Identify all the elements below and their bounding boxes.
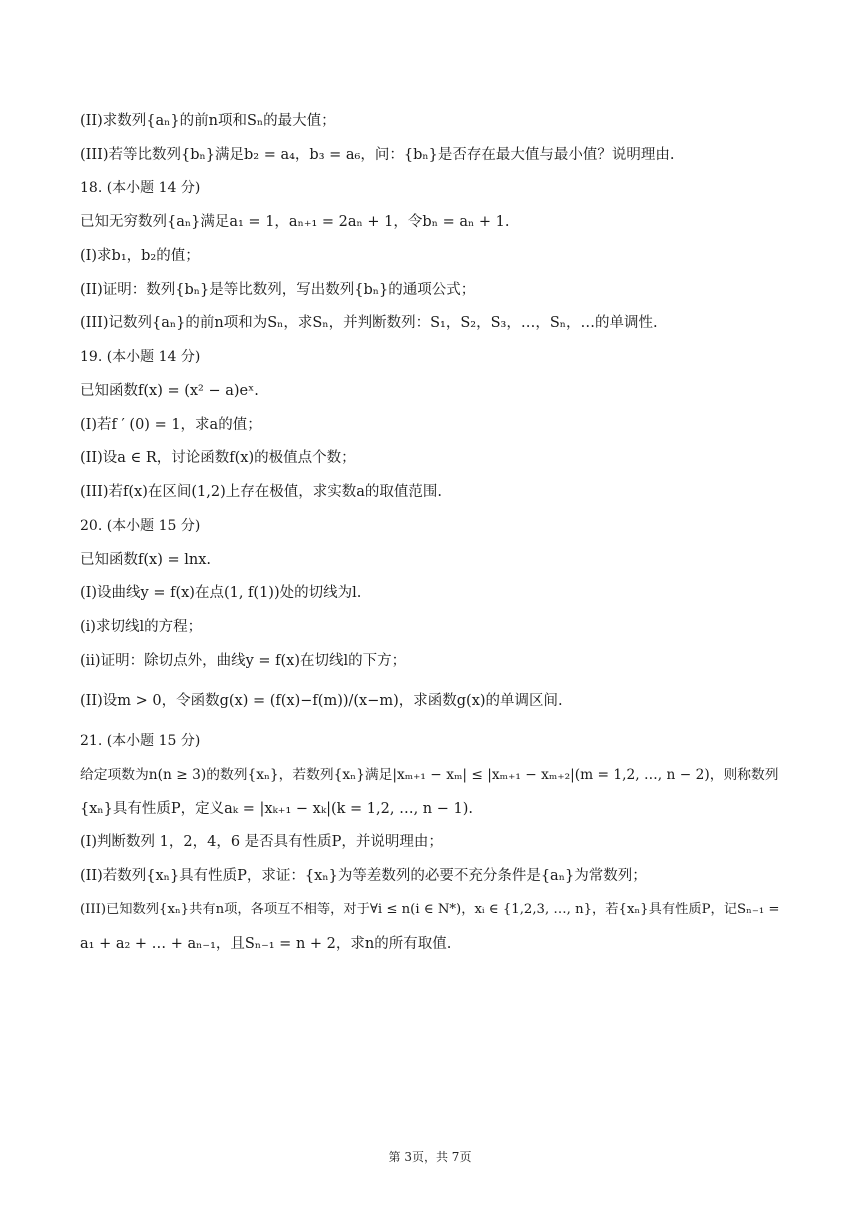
q19-part2: (II)设a ∈ R，讨论函数f(x)的极值点个数； xyxy=(80,450,356,466)
q20-part1-i: (i)求切线l的方程； xyxy=(80,619,203,635)
q18-part3: (III)记数列{aₙ}的前n项和为Sₙ，求Sₙ，并判断数列：S₁，S₂，S₃，…，Sₙ，…的单调性. xyxy=(80,315,658,331)
q19-part3: (III)若f(x)在区间(1,2)上存在极值，求实数a的取值范围. xyxy=(80,484,442,500)
q21-stem-line2: {xₙ}具有性质P，定义aₖ = |xₖ₊₁ − xₖ|(k = 1,2, …, n − 1). xyxy=(80,801,474,817)
q20-heading: 20. (本小题 15 分) xyxy=(80,518,201,534)
q19-part1: (I)若f ′ (0) = 1，求a的值； xyxy=(80,417,262,433)
page-footer: 第 3页，共 7页 xyxy=(388,1150,472,1164)
q20-stem: 已知函数f(x) = lnx. xyxy=(80,552,211,568)
q20-part1-ii: (ii)证明：除切点外，曲线y = f(x)在切线l的下方； xyxy=(80,653,407,669)
q21-part3-line2: a₁ + a₂ + … + aₙ₋₁，且Sₙ₋₁ = n + 2，求n的所有取值. xyxy=(80,936,452,952)
q19-heading: 19. (本小题 14 分) xyxy=(80,349,201,365)
q17-part3: (III)若等比数列{bₙ}满足b₂ = a₄，b₃ = a₆，问：{bₙ}是否存在最大值与最小值？说明理由. xyxy=(80,147,675,163)
q18-part2: (II)证明：数列{bₙ}是等比数列，写出数列{bₙ}的通项公式； xyxy=(80,282,476,298)
q21-part3-line1: (III)已知数列{xₙ}共有n项，各项互不相等，对于∀i ≤ n(i ∈ N*)，xᵢ ∈ {1,2,3, …, n}，若{xₙ}具有性质P，记Sₙ₋₁ = xyxy=(80,902,780,917)
q21-heading: 21. (本小题 15 分) xyxy=(80,733,201,749)
q19-stem: 已知函数f(x) = (x² − a)eˣ. xyxy=(80,383,259,399)
q21-part1: (I)判断数列 1，2，4，6 是否具有性质P，并说明理由； xyxy=(80,834,443,850)
q20-part1: (I)设曲线y = f(x)在点(1, f(1))处的切线为l. xyxy=(80,585,362,601)
q17-part2: (II)求数列{aₙ}的前n项和Sₙ的最大值； xyxy=(80,113,336,129)
q18-stem: 已知无穷数列{aₙ}满足a₁ = 1，aₙ₊₁ = 2aₙ + 1，令bₙ = aₙ + 1. xyxy=(80,214,510,230)
q18-heading: 18. (本小题 14 分) xyxy=(80,180,201,196)
q18-part1: (I)求b₁，b₂的值； xyxy=(80,248,200,264)
q21-stem-line1: 给定项数为n(n ≥ 3)的数列{xₙ}，若数列{xₙ}满足|xₘ₊₁ − xₘ| ≤ |xₘ₊₁ − xₘ₊₂|(m = 1,2, …, n − 2)，则称数列 xyxy=(80,767,779,783)
q20-part2: (II)设m > 0，令函数g(x) = (f(x)−f(m))/(x−m)，求函数g(x)的单调区间. xyxy=(80,693,563,709)
q21-part2: (II)若数列{xₙ}具有性质P，求证：{xₙ}为等差数列的必要不充分条件是{aₙ}为常数列； xyxy=(80,868,647,884)
